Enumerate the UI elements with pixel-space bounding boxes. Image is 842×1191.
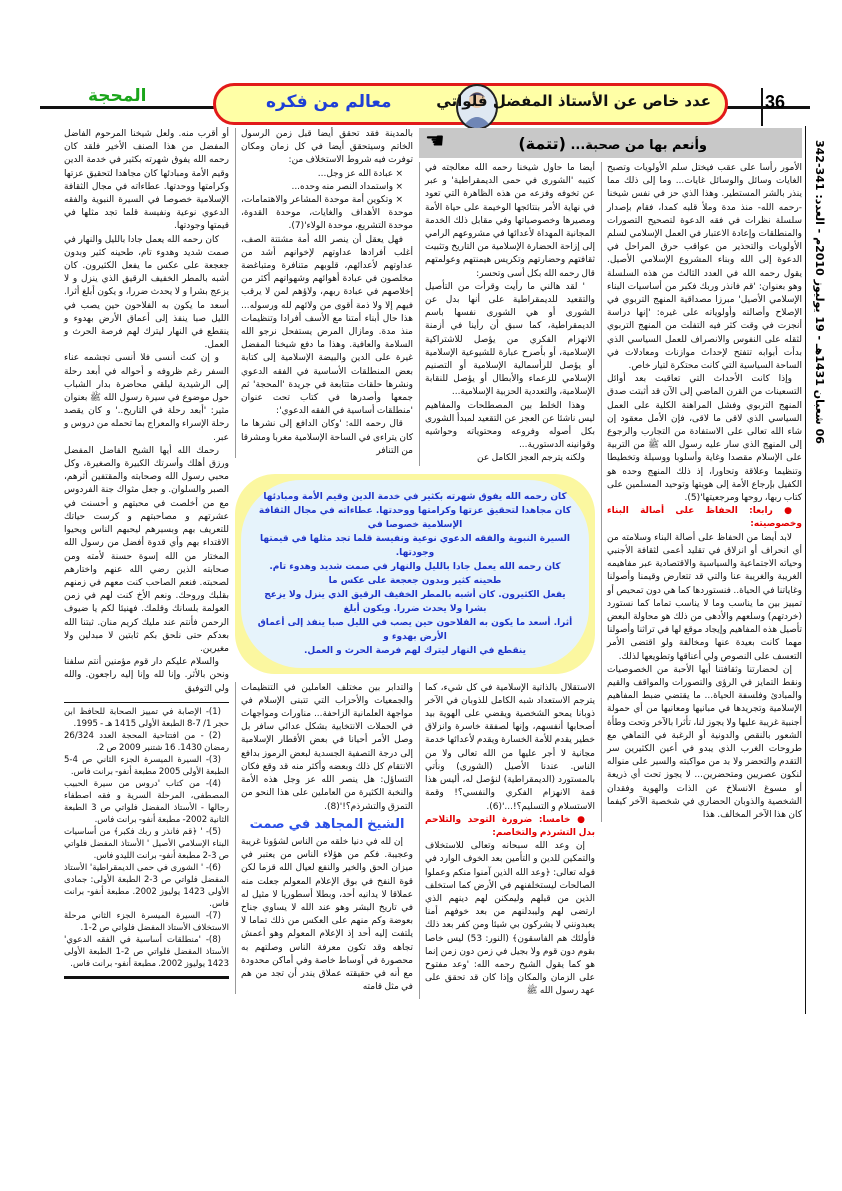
paragraph: قال رحمه الله: 'وكان الدافع إلى نشرها ما كان يتراءى في الساحة الإسلامية مغربا ومشرقا من التنافر — [241, 419, 413, 456]
pull-quote-line: السيرة النبوية والفقه الدعوي نوعية ونفيسة قلما تجد مثلها في قيمتها وجودتها. — [260, 533, 570, 558]
article-column-b-top — [419, 162, 595, 466]
footnote: (8)- 'منطلقات أساسية في الفقه الدعوي' الأستاذ المفضل فلواتي ص 2-1 الطبعة الأولى 1423 يوليوز 2002. مطبعة أنفو- برانت فاس. — [64, 934, 229, 969]
paragraph: وهذا الخلط بين المصطلحات والمفاهيم ليس ناشئا عن العجز عن التقعيد لمبدأ الشورى بكل أصوله وفروعه ومحتوياته وحواشيه وقوانينه الدستورية... — [425, 400, 595, 451]
footnote: (1)- الإصابة في تمييز الصحابة للحافظ ابن حجر 1/ 7-8 الطبعة الأولى 1415 هـ - 1995. — [64, 706, 229, 729]
paragraph: فهل يعقل أن ينصر الله أمة مشتتة الصف، أغلب أفرادها عداوتهم لإخوانهم أشد من عداوتهم لأعدائهم، قلوبهم متنافرة ومتباغضة مخلصون في عبادة أهوائهم وشهواتهم أكثر من إخلاصهم في عبادة ربهم، ولاؤهم لمن لا يرقب فيهم إلا ولا ذمة أقوى من ولائهم لله ورسوله... هذا حال أبناء أمتنا مع الأسف أفرادا وتنظيمات منذ مدة. ومازال المرض يستفحل نرجو الله السلامة والعافية. وهذا ما دفع شيخنا المفضل غيرة على الدين والبيضة الإسلامية إلى كتابة بعض المنطلقات الأساسية في الفقه الدعوي ونشرها حلقات متتابعة في جريدة 'المحجة' ثم جمعها وأصدرها في كتاب تحت عنوان 'منطلقات أساسية في الفقه الدعوي': — [241, 234, 413, 417]
paragraph: والتدابر بين مختلف العاملين في التنظيمات والجمعيات والأحزاب التي تتبنى الإسلام في مواجهة العلمانية الزاحفة... مناورات ومواجهات في الحملات الانتخابية بشكل عدائي سافر بل وصل الأمر أحيانا في بعض الأقطار الإسلامية إلى درجة التصفية الجسدية لبعض الرموز بدافع الانتقام كل ذلك وبعضه وأكثر منه قد وقع فكان التساؤل: هل ينصر الله عز وجل هذه الأمة والنخبة الكثيرة من العاملين على هذا النحو من التمزق والتشرذم؟!'(8). — [241, 682, 413, 812]
bullet-item: × وتكوين أمة موحدة المشاعر والاهتمامات، موحدة الأهداف والغايات، موحدة القدوة، موحدة التشريع، موحدة الولاء'(7). — [241, 195, 413, 232]
article-column-right — [601, 162, 802, 822]
paragraph: لابد أيضا من الحفاظ على أصالة البناء وسلامته من أي انحراف أو انزلاق في تقليد أعمى لثقافة الأجنبي وحياته الاجتماعية والسياسية والاقتصادية عبر مفاهيمه الغريبة والغريبة عنا والتي قد تتعارض وقيمنا وأصولنا وغاياتنا في الحياة.. فنستوردها كما هي دون تمحيص أو تمييز بين ما يناسب وما لا يناسب تماما كما نستورد (خردتهم) وسلعهم والأدهى من ذلك هو محاولة البعض تأصيل هذه المفاهيم وإيجاد موقع لها في تراثنا وأصولنا مهما كانت بعيدة عنها ومخالفة ولو اقتضى الأمر التعسف على النصوص ولي أعناقها وتطويعها لذلك. — [607, 532, 802, 662]
article-body — [64, 128, 802, 999]
paragraph: و إن كنت أنسى فلا أنسى تجشمه عناء السفر رغم ظروفه و أحواله في أبعد رحلة إلى الرشيدية ليلقي محاضرة بدار الشباب حول موضوع في سيرة رسول الله ﷺ بعنوان مثير: 'أبعد رحلة في التاريخ..' و كان يقصد رحلة الإسراء والمعراج بما تحمله من دروس و عبر. — [64, 353, 229, 443]
footnote: (5)- ' ﴿قم فانذر و ربك فكبر﴾ من أساسيات البناء الإسلامي الأصيل ' الأستاذ المفضل فلواتي ص 3-2 مطبعة أنفو- برانت الليدو فاس. — [64, 826, 229, 861]
banner-title: وأنعم بها من صحبة... — [570, 138, 707, 153]
article-column-b-bottom — [419, 682, 595, 999]
special-issue-title: عدد خاص عن الأستاذ المفضل فلواتي — [436, 92, 711, 110]
footnote: (2) - من افتتاحية المحجة العدد 26/324 رمضان 1430. 16 شتنبر 2009 ص 2. — [64, 730, 229, 753]
pointing-hand-icon: ☚ — [425, 129, 445, 154]
section-heading-fourth: ● رابعا: الحفاظ على أصالة البناء وخصوصيته: — [607, 506, 802, 530]
section-banner — [419, 128, 802, 158]
section-heading-fifth: ● خامسا: ضرورة التوحد والتلاحم بدل التشرذم والتخاصم: — [425, 814, 595, 838]
pull-quote-line: كان رحمه الله يفوق شهرته بكثير في خدمة الدين وقيم الأمة ومبادئها — [263, 491, 567, 502]
pull-quote-line: يفعل الكثيرون. كان أشبه بالمطر الخفيف الرقيق الذي ينزل ولا يزعج بشرا ولا يحدث ضررا. ويكون أبلغ — [264, 589, 566, 614]
paragraph: أو أقرب منه. ولعل شيخنا المرحوم الفاضل المفضل من هذا الصنف الأخير فلقد كان رحمه الله يفوق شهرته بكثير في خدمة الدين وقيم الأمة ومبادئها كان مجاهدا لتحقيق عزتها وكرامتها ووحدتها. عطاءاته في مجال الثقافة الإسلامية خصوصا في السيرة النبوية والفقه الدعوي نوعية ونفيسة قلما تجد مثلها في قيمتها وجودتها. — [64, 129, 229, 232]
pull-quote-line: كان مجاهدا لتحقيق عزتها وكرامتها ووحدتها. عطاءاته في مجال الثقافة الإسلامية خصوصا في — [258, 505, 572, 530]
paragraph: إن لله في دنيا خلقه من الناس لشؤونا غريبة وعجيبة. فكم من هؤلاء الناس من يعتبر في ميزان الحق والخير والنفع لعيال الله قزما لكن قوة النفخ في بوق الإعلام المعولم جعلت منه عملاقا لا يدانيه أحد، وبطلا أسطوريا لا مثيل له في تاريخ البشر وهو عند الله لا يساوي جناح بعوضة وكم منهم على العكس من ذلك تماما لا يلتفت إليه أحد إذ الإعلام المعولم وهو أعمش تجاهه وقد تكون معرفة الناس وصلتهم به محصورة في أوساط خاصة وفي أماكن محدودة مع أنه في حقيقته عملاق يندر أن تجد من هم في مثل قامته — [241, 836, 413, 993]
paragraph: إن لحضارتنا وثقافتنا أيها الأحبة من الخصوصيات ونقط التمايز في الرؤى والتصورات والمواقف والقيم والمبادئ وفلسفة الحياة... ما يقتضي ضبط المفاهيم الإسلامية وتجريدها في مبانيها ومعانيها من أي حمولة أجنبية غريبة عليها ولا يجوز لنا، تأثرا بالآخر وتحت وطأة الشعور بالنقص والدونية أو الرغبة في التماهي مع طروحات الغرب الذي يبدو في أعين الكثيرين سر التقدم والتحضر ولا بد من مواكبته والسير على منواله لنكون عصريين ومتحضرين... لا يجوز تحت أي ذريعة أو مسوغ الانسلاخ عن الذات والهوية وفقدان الشخصية والذوبان الحضاري في شخصية الآخر كيفما كان هذا الآخر المخالف. هذا — [607, 664, 802, 820]
pull-quote-line: أثرا. أسعد ما يكون به الفلاحون حين يصب في الليل صبا ينفذ إلى أعماق الأرض بهدوء و — [257, 617, 573, 642]
article-column-left — [64, 128, 229, 979]
footnote: (4)- من كتاب 'دروس من سيرة الحبيب المصطفى، المرحلة السرية و فقه اصطفاء رجالها - الأستاذ المفضل فلواتي ص 3 الطبعة الثانية 2002- مطبعة أنفو- برانت فاس. — [64, 778, 229, 825]
pull-quote-line: كان رحمه الله يعمل جادا بالليل والنهار في صمت شديد وهدوء تام. طحينه كثير وبدون جعجعة على عكس ما — [269, 561, 561, 586]
series-title: معالم من فكره — [266, 92, 392, 112]
footer-rule — [64, 976, 229, 979]
paragraph: الأمور رأسا على عقب فيختل سلم الأولويات وتصبح الغايات وسائل والوسائل غايات... وما إلى ذلك مما ينذر بالشر المستطير. وهذا الذي حز في نفس شيخنا -رحمه الله- منذ مدة وملأ قلبه كمدا، فقام بإصدار سلسلة نظرات في فقه الدعوة لتصحيح التصورات والمنطلقات وإعادة الاعتبار في العمل الإسلامي لسلم الأولويات والتحذير من عواقب حرق المراحل في الدعوة إلى الله وبناء المشروع الإسلامي الأصيل. يقول رحمه الله في العدد الثالث من هذه السلسلة وهو بعنوان: 'قم فانذر وربك فكبر من أساسيات البناء الإسلامي الأصيل' مبرزا مصداقية المنهج التربوي في الإصلاح وأصالته وأولوياته على غيره: 'إنها دراسة أنجزت في وقت كثر فيه التفلت من المنهج التربوي لثقله على النفوس والانصراف للعمل السياسي الذي بدأت أبوابه تتفتح لإحداث موازنات ومعادلات في الساحة السياسية التي كانت محتكرة لتيار خاص. — [607, 163, 802, 372]
paragraph: ولكنه يترجم العجز الكامل عن — [477, 453, 585, 464]
bullet-item: × واستمداد النصر منه وحده... — [291, 181, 403, 192]
date-strip-divider — [805, 126, 806, 1014]
magazine-name: المحجة — [88, 86, 147, 106]
footnote: (7)- السيرة الميسرة الجزء الثاني مرحلة الاستخلاف الأستاذ المفضل فلواتي ص 2-1. — [64, 910, 229, 933]
page-number: 36 — [765, 92, 786, 112]
issue-date-line: 06 شعبان 1431هـ - 19 يوليوز 2010م - العدد: 341-342 — [813, 140, 826, 444]
header-title-box — [213, 83, 728, 125]
paragraph: والسلام عليكم دار قوم مؤمنين أنتم سلفنا ونحن بالأثر. وإنا لله وإنا إليه راجعون. والله ولي التوفيق — [64, 657, 229, 694]
bullet-item: × عبادة الله عز وجل... — [317, 168, 403, 179]
paragraph: بالمدينة فقد تحقق أيضا قبل زمن الرسول الخاتم وسيتحقق أيضا في كل زمان ومكان توفرت فيه شروط الاستخلاف من: — [241, 129, 413, 166]
pull-quote — [241, 480, 589, 668]
footnotes — [64, 702, 229, 970]
article-column-c-top — [235, 128, 413, 458]
section-heading-silent-mujahid: الشيخ المجاهد في صمت — [249, 816, 405, 832]
paragraph: ' لقد هالني ما رأيت وقرأت من التأصيل والتقعيد للديمقراطية على أنها بدل عن الشورى أو هي الشورى نفسها باسم الديمقراطية، كما سبق أن رأينا في أزمنة الانهزام الفكري من يؤصل للاشتراكية الإسلامية، أو بأصرح عبارة للشيوعية الإسلامية أو يؤصل للرأسمالية الإسلامية أو التصنيم الإسلامي للزعماء والأبطال أو يؤصل للنقابة الإسلامية، والتعددية الحزبية الإسلامية... — [425, 281, 595, 398]
paragraph: الاستقلال بالذاتية الإسلامية في كل شيء، كما يترجم الاستعداد شبه الكامل للذوبان في الآخر ذوبانا يمحو الشخصية ويقضي على الهوية بيد أصحابها أنفسهم، وإنها لصفقة خاسرة وانزلاق خطير يقدم للأمة الخسارة ويقدم لأعدائها خدمة مجانية لا أجر عليها من الله تعالى ولا من الناس. عندنا الأصيل (الشورى) ونأتي بالمستورد (الديمقراطية) لنؤصل له، أليس هذا قمة الانهزام الفكري والنفسي؟! وقمة الاستسلام و التسليم؟!...'(6). — [425, 682, 595, 812]
paragraph: إن وعد الله سبحانه وتعالى للاستخلاف والتمكين للدين و التأمين بعد الخوف الوارد في قوله تعالى: ﴿وعد الله الذين آمنوا منكم وعملوا الصالحات ليستخلفنهم في الأرض كما استخلف الذين من قبلهم وليمكنن لهم دينهم الذي ارتضى لهم وليبدلنهم من بعد خوفهم أمنا يعبدونني لا يشركون بي شيئا ومن كفر بعد ذلك فأولئك هم الفاسقون﴾ (النور: 53) ليس خاصا بقوم دون قوم ولا بجيل في زمن دون زمن إنما هو كما يقول الشيخ رحمه الله: 'وعد مفتوح على الزمان والمكان وإذا كان قد تحقق على عهد رسول الله ﷺ — [425, 841, 596, 997]
page-number-divider — [761, 88, 763, 126]
paragraph: أيضا ما حاول شيخنا رحمه الله معالجته في كتيبه 'الشورى في حمى الديمقراطية' و عبر عن تخوفه وفزعه من هذه الظاهرة التي تعود في نهاية الأمر بنتائجها الوخيمة على حياة الأمة ومصيرها وخصوصياتها وفي مقابل ذلك الخدمة المجانية المهداة لأعدائها في مشروعهم الرامي إلى إزاحة الحضارة الإسلامية من التاريخ وتثبيت ثقافتهم وحضارتهم وتكريس هيمنتهم وعولمتهم قال رحمه الله بكل أسى وتحسر: — [425, 163, 595, 279]
paragraph: وإذا كانت الأحداث التي تعاقبت بعد أوائل التسعينات من القرن الماضي إلى الآن قد أثبتت صدق المنهج التربوي وفشل المراهنة الكلية على العمل السياسي الذي لاقى ما لاقى، فإن الأمل معقود إن شاء الله تعالى على الاستفادة من التجارب والرجوع إلى المنهج الذي سار عليه رسول الله ﷺ من التربية على الإسلام مقصدا وغاية وأسلوبا ووسيلة وتخطيطا وتنظيما وعلاقة وتحاورا، إذ ذلك المنهج وحده هو الكفيل بإرجاع الأمة إلى هويتها وتوحيد المسلمين على كتاب ربها، روحها ومرجعيتها'(5). — [607, 374, 802, 504]
paragraph: كان رحمه الله يعمل جادا بالليل والنهار في صمت شديد وهدوء تام، طحينه كثير وبدون جعجعة على عكس ما يفعل الكثيرون. كان أشبه بالمطر الخفيف الرقيق الذي ينزل و لا يزعج بشرا و لا يحدث ضررا، و يكون أبلغ أثرا. أسعد ما يكون به الفلاحون حين يصب في الليل صبا ينفذ إلى أعماق الأرض بهدوء و ينقطع في النهار ليترك لهم فرصة الحرث و العمل. — [64, 234, 229, 351]
pull-quote-background — [235, 474, 595, 674]
article-column-c-bottom — [235, 682, 413, 995]
footnote: (6)- ' الشورى في حمى الديمقراطية' الأستاذ المفضل فلواتي ص 3-2 الطبعة الأولى: جمادى الأولى 1423 يوليوز 2002. مطبعة أنفو- برانت فاس. — [64, 862, 229, 909]
banner-continued-label: (تتمة) — [518, 134, 566, 153]
footnote: (3)- السيرة الميسرة الجزء الثاني ص 4-5 الطبعة الأولى 2005 مطبعة أنفو- برانت فاس. — [64, 754, 229, 777]
paragraph: رحمك الله أيها الشيخ الفاضل المفضل ورزق أهلك وأسرتك الكبيرة والصغيرة، وكل محبي رسول الله وصحابته والمقتفين أثرهم، الصبر والسلوان. و جعل مثواك جنة الفردوس مع من أخلصت في محبتهم و أحسنت في عشرتهم و مصاحبتهم و كرست حياتك للتعريف بهم وبسيرهم ليحبهم الناس ويحيوا الاقتداء بهم وأي قدوة أفضل من رسول الله المختار من الله إسوة حسنة لأمته ومن صحابته الذين رضي الله عنهم واختارهم لصحبته. فنعم الصاحب كنت معهم في زمنهم بقلبك وروحك. ونعم الأخ كنت لهم في زمن العولمة بلسانك وقلمك. فهنيئا لكم يا ضيوف الرحمن فأنتم عند مليك كريم منان. ثبتنا الله بعدكم حتى نلحق بكم ثابتين لا مبدلين ولا مغيرين. — [64, 445, 229, 654]
pull-quote-line: ينقطع في النهار ليترك لهم فرصة الحرث و العمل. — [304, 645, 526, 656]
